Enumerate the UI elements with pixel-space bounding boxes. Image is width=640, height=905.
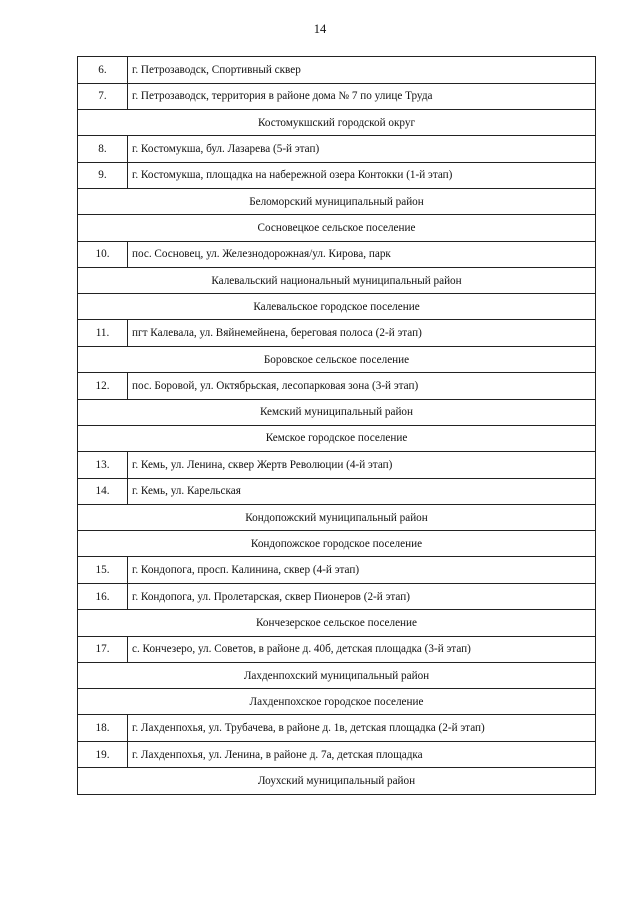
- section-heading: Беломорский муниципальный район: [78, 189, 596, 215]
- section-heading: Калевальское городское поселение: [78, 294, 596, 320]
- section-heading: Лахденпохский муниципальный район: [78, 663, 596, 689]
- table-row: [78, 478, 596, 505]
- row-address: г. Петрозаводск, территория в районе дома № 7 по улице Труда: [128, 83, 596, 110]
- section-heading: Лахденпохское городское поселение: [78, 689, 596, 715]
- table-row: [78, 320, 596, 347]
- row-number: 10.: [78, 241, 128, 268]
- table-row: [78, 83, 596, 110]
- row-address: г. Кондопога, ул. Пролетарская, сквер Пионеров (2-й этап): [128, 583, 596, 610]
- row-number: 7.: [78, 83, 128, 110]
- section-row: [78, 610, 596, 636]
- table-row: [78, 636, 596, 663]
- table-row: [78, 136, 596, 163]
- page-number: 14: [313, 22, 327, 36]
- row-number: 19.: [78, 741, 128, 768]
- section-row: [78, 663, 596, 689]
- row-address: г. Лахденпохья, ул. Трубачева, в районе д. 1в, детская площадка (2-й этап): [128, 715, 596, 742]
- row-address: г. Кемь, ул. Ленина, сквер Жертв Революции (4-й этап): [128, 452, 596, 479]
- section-heading: Кончезерское сельское поселение: [78, 610, 596, 636]
- table-row: [78, 583, 596, 610]
- section-heading: Кондопожское городское поселение: [78, 531, 596, 557]
- table-row: [78, 741, 596, 768]
- table-row: [78, 452, 596, 479]
- row-number: 6.: [78, 57, 128, 84]
- row-address: пос. Боровой, ул. Октябрьская, лесопарковая зона (3-й этап): [128, 373, 596, 400]
- row-address: г. Кондопога, просп. Калинина, сквер (4-й этап): [128, 557, 596, 584]
- section-row: [78, 268, 596, 294]
- section-row: [78, 505, 596, 531]
- section-heading: Костомукшский городской округ: [78, 110, 596, 136]
- table-row: [78, 715, 596, 742]
- row-number: 11.: [78, 320, 128, 347]
- row-address: г. Костомукша, бул. Лазарева (5-й этап): [128, 136, 596, 163]
- section-heading: Лоухский муниципальный район: [78, 768, 596, 794]
- row-number: 12.: [78, 373, 128, 400]
- row-address: с. Кончезеро, ул. Советов, в районе д. 40б, детская площадка (3-й этап): [128, 636, 596, 663]
- section-heading: Боровское сельское поселение: [78, 346, 596, 372]
- section-row: [78, 768, 596, 794]
- section-row: [78, 425, 596, 451]
- section-row: [78, 531, 596, 557]
- row-number: 13.: [78, 452, 128, 479]
- table-row: [78, 57, 596, 84]
- row-address: г. Лахденпохья, ул. Ленина, в районе д. 7а, детская площадка: [128, 741, 596, 768]
- table-row: [78, 241, 596, 268]
- section-heading: Калевальский национальный муниципальный район: [78, 268, 596, 294]
- row-number: 16.: [78, 583, 128, 610]
- row-number: 8.: [78, 136, 128, 163]
- row-address: пос. Сосновец, ул. Железнодорожная/ул. Кирова, парк: [128, 241, 596, 268]
- section-heading: Кондопожский муниципальный район: [78, 505, 596, 531]
- section-row: [78, 110, 596, 136]
- row-number: 9.: [78, 162, 128, 189]
- places-table: [77, 56, 596, 795]
- table-row: [78, 557, 596, 584]
- row-number: 15.: [78, 557, 128, 584]
- section-row: [78, 399, 596, 425]
- row-number: 14.: [78, 478, 128, 505]
- row-address: г. Кемь, ул. Карельская: [128, 478, 596, 505]
- section-heading: Кемское городское поселение: [78, 425, 596, 451]
- row-address: пгт Калевала, ул. Вяйнемейнена, береговая полоса (2-й этап): [128, 320, 596, 347]
- places-table-body: [78, 57, 596, 795]
- row-address: г. Костомукша, площадка на набережной озера Контокки (1-й этап): [128, 162, 596, 189]
- row-number: 18.: [78, 715, 128, 742]
- section-heading: Кемский муниципальный район: [78, 399, 596, 425]
- table-row: [78, 162, 596, 189]
- section-row: [78, 689, 596, 715]
- section-row: [78, 294, 596, 320]
- row-number: 17.: [78, 636, 128, 663]
- table-row: [78, 373, 596, 400]
- row-address: г. Петрозаводск, Спортивный сквер: [128, 57, 596, 84]
- section-heading: Сосновецкое сельское поселение: [78, 215, 596, 241]
- section-row: [78, 215, 596, 241]
- section-row: [78, 189, 596, 215]
- section-row: [78, 346, 596, 372]
